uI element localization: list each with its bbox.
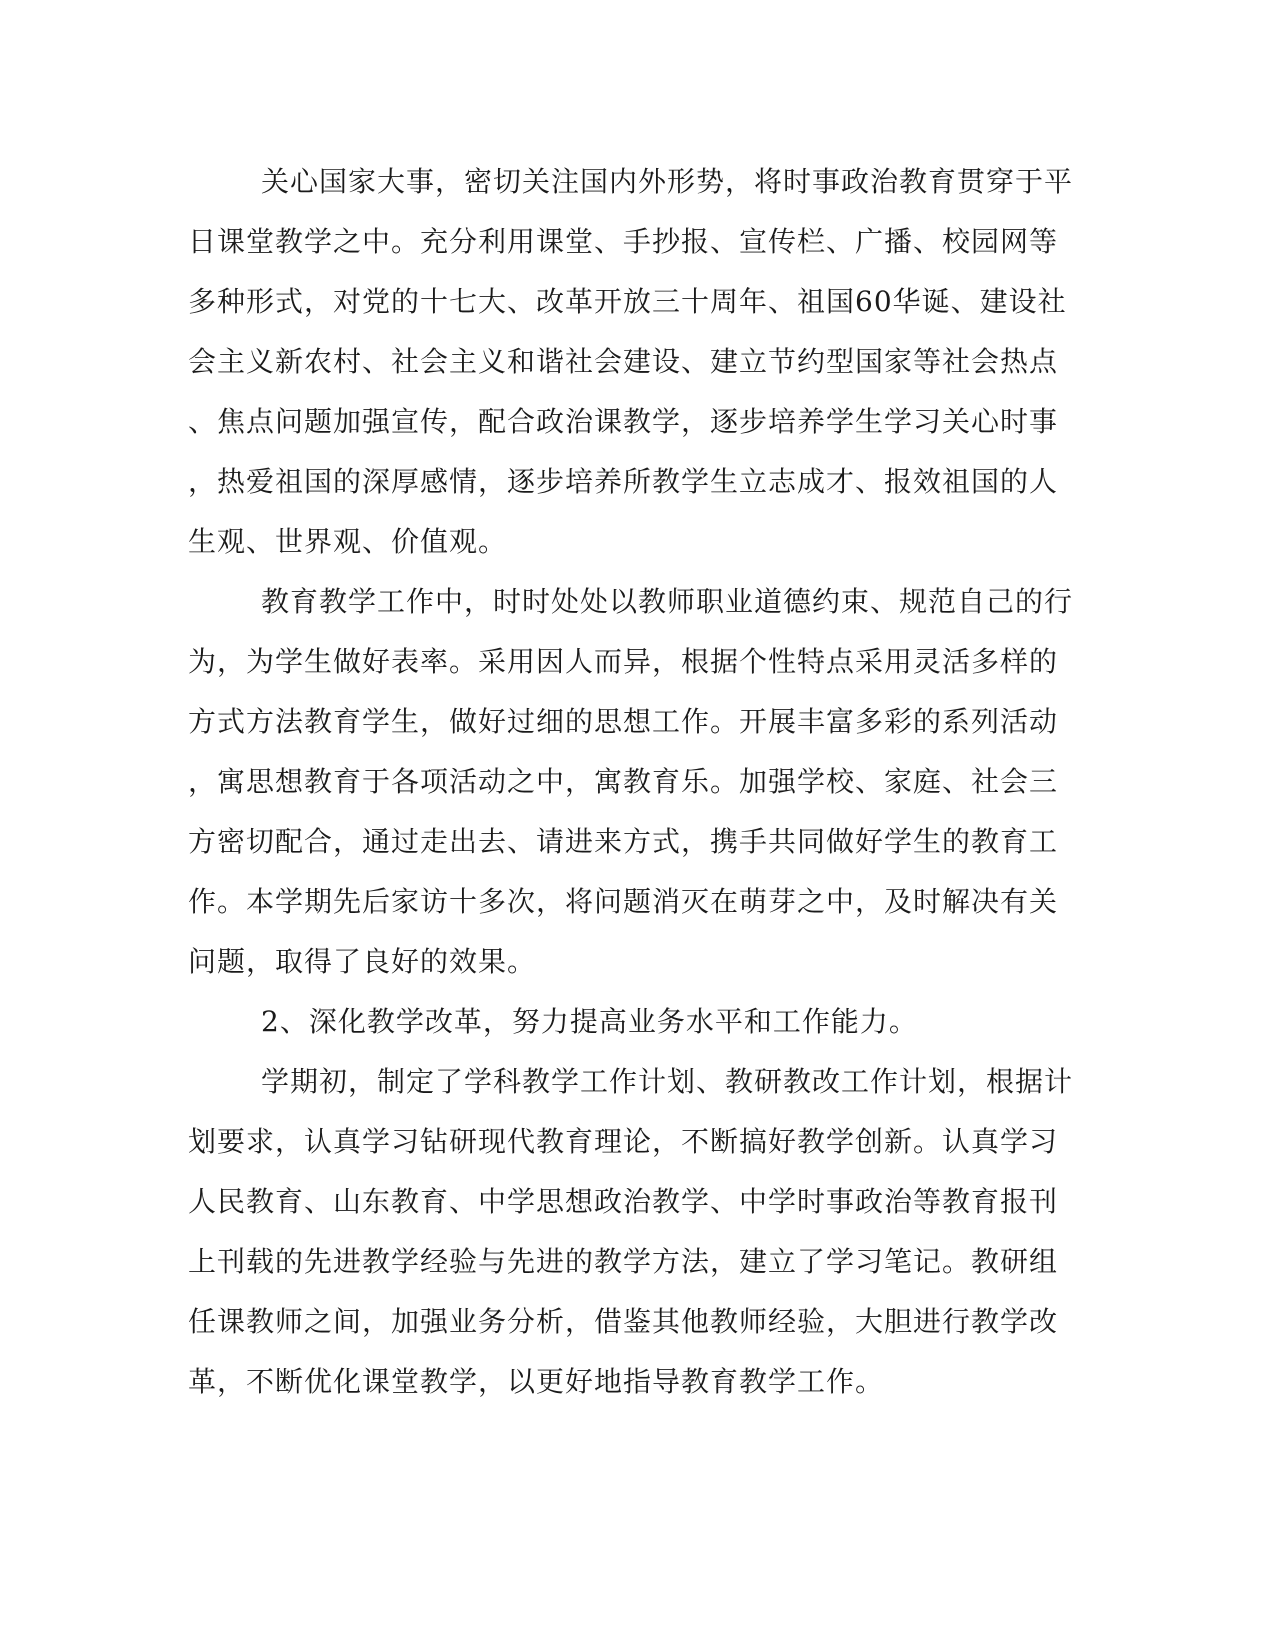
paragraph-4-line-2: 划要求，认真学习钻研现代教育理论，不断搞好教学创新。认真学习 — [188, 1125, 1059, 1158]
paragraph-4-line-1: 学期初，制定了学科教学工作计划、教研教改工作计划，根据计 — [261, 1065, 1074, 1098]
paragraph-4-line-3: 人民教育、山东教育、中学思想政治教学、中学时事政治等教育报刊 — [188, 1185, 1059, 1218]
paragraph-1-line-5: 、焦点问题加强宣传，配合政治课教学，逐步培养学生学习关心时事 — [188, 405, 1059, 438]
paragraph-4-line-4: 上刊载的先进教学经验与先进的教学方法，建立了学习笔记。教研组 — [188, 1245, 1059, 1278]
paragraph-1-line-3: 多种形式，对党的十七大、改革开放三十周年、祖国60华诞、建设社 — [188, 285, 1067, 318]
paragraph-4-line-5: 任课教师之间，加强业务分析，借鉴其他教师经验，大胆进行教学改 — [188, 1305, 1059, 1338]
paragraph-1-line-6: ，热爱祖国的深厚感情，逐步培养所教学生立志成才、报效祖国的人 — [188, 465, 1059, 498]
paragraph-2-line-4: ，寓思想教育于各项活动之中，寓教育乐。加强学校、家庭、社会三 — [188, 765, 1059, 798]
paragraph-2-line-7: 问题，取得了良好的效果。 — [188, 945, 537, 978]
paragraph-2-line-5: 方密切配合，通过走出去、请进来方式，携手共同做好学生的教育工 — [188, 825, 1059, 858]
paragraph-2-line-1: 教育教学工作中，时时处处以教师职业道德约束、规范自己的行 — [261, 585, 1074, 618]
paragraph-1-line-7: 生观、世界观、价值观。 — [188, 525, 508, 558]
paragraph-1-line-2: 日课堂教学之中。充分利用课堂、手抄报、宣传栏、广播、校园网等 — [188, 225, 1059, 258]
paragraph-2-line-2: 为，为学生做好表率。采用因人而异，根据个性特点采用灵活多样的 — [188, 645, 1059, 678]
paragraph-4-line-6: 革，不断优化课堂教学，以更好地指导教育教学工作。 — [188, 1365, 885, 1398]
paragraph-1-line-4: 会主义新农村、社会主义和谐社会建设、建立节约型国家等社会热点 — [188, 345, 1059, 378]
paragraph-1-line-1: 关心国家大事，密切关注国内外形势，将时事政治教育贯穿于平 — [261, 165, 1074, 198]
document-body — [188, 152, 1074, 1412]
section-heading-2: 2、深化教学改革，努力提高业务水平和工作能力。 — [261, 1005, 918, 1038]
paragraph-2-line-3: 方式方法教育学生，做好过细的思想工作。开展丰富多彩的系列活动 — [188, 705, 1059, 738]
paragraph-2-line-6: 作。本学期先后家访十多次，将问题消灭在萌芽之中，及时解决有关 — [188, 885, 1059, 918]
